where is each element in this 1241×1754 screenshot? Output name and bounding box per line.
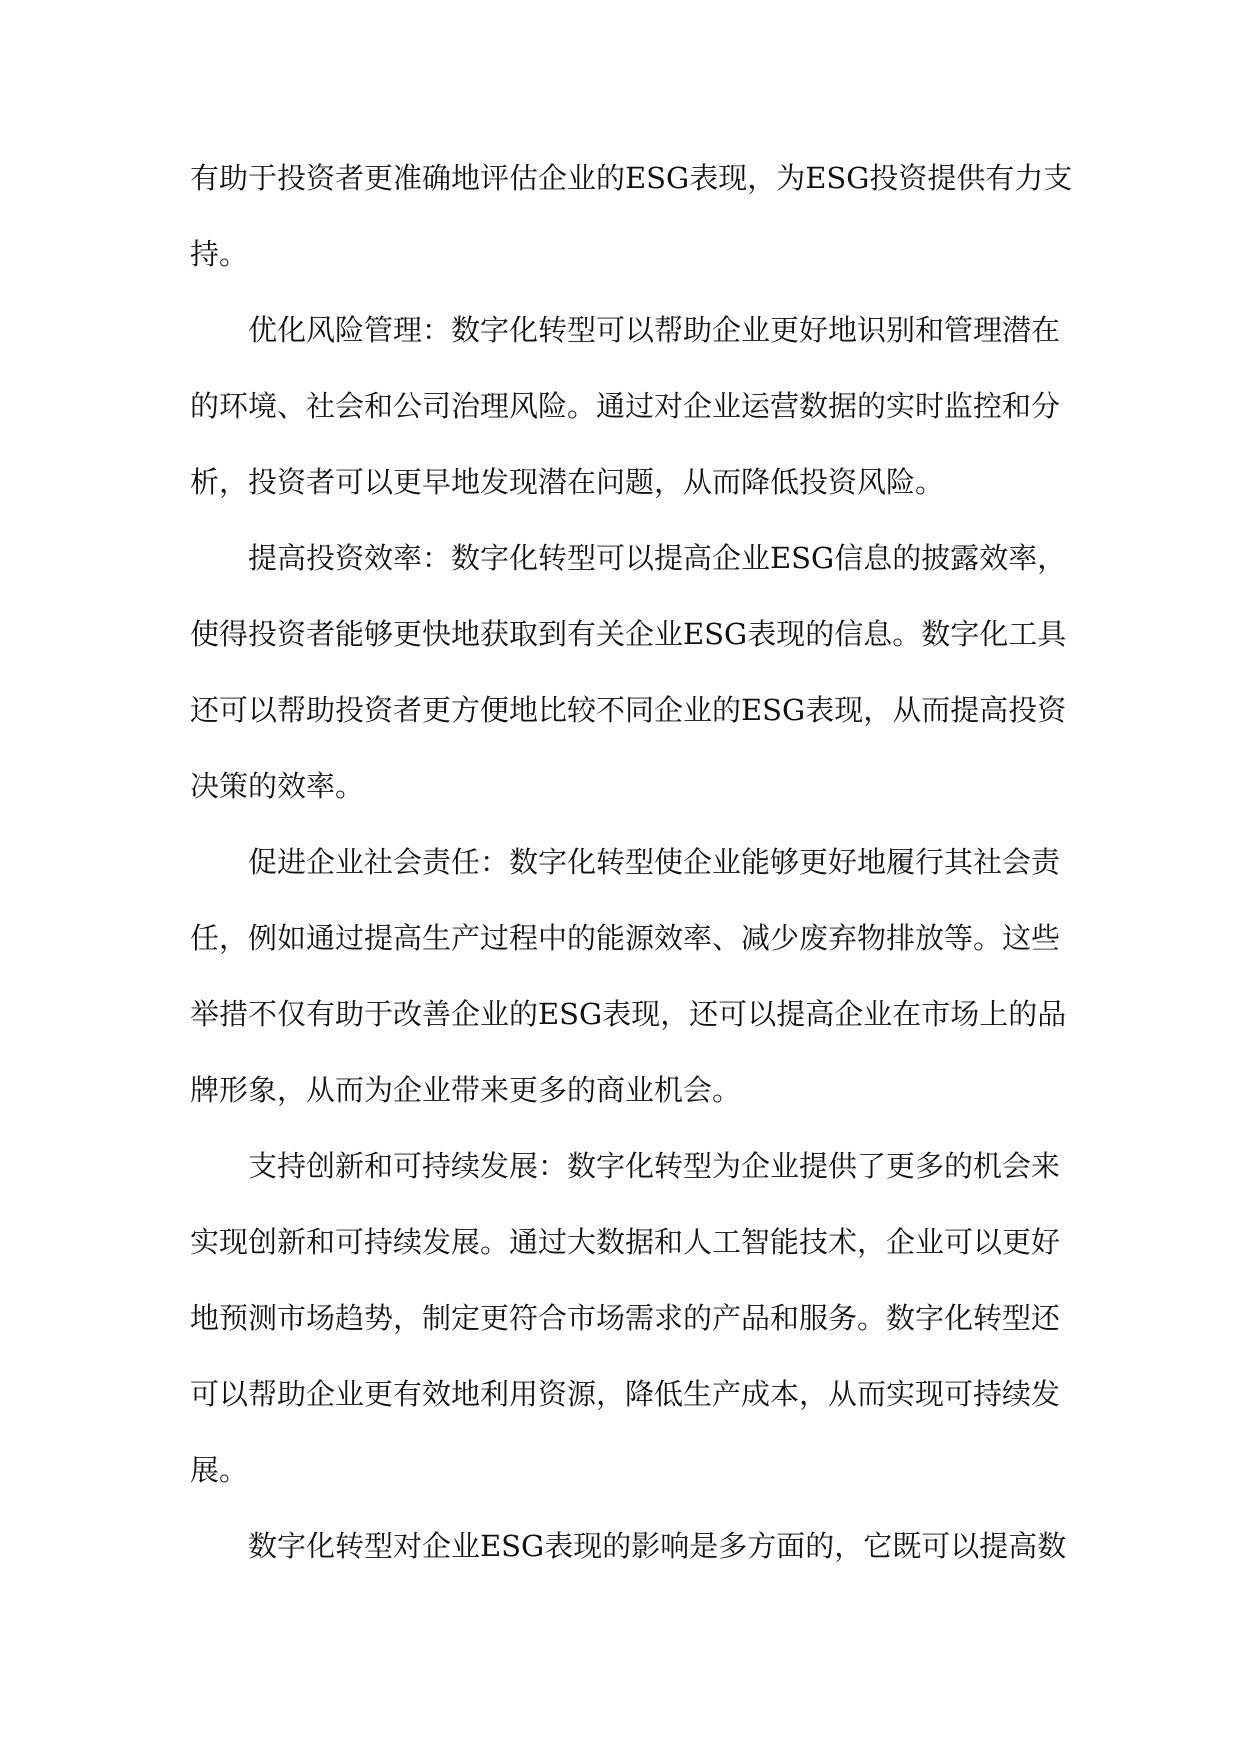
text-line: 决策的效率。 (190, 769, 365, 803)
text-line: 析，投资者可以更早地发现潜在问题，从而降低投资风险。 (190, 465, 945, 499)
text-line: 持。 (190, 237, 249, 271)
text-line: 展。 (190, 1453, 249, 1487)
text-line: 实现创新和可持续发展。通过大数据和人工智能技术，企业可以更好 (190, 1225, 1061, 1259)
text-line: 促进企业社会责任：数字化转型使企业能够更好地履行其社会责 (248, 845, 1061, 879)
body-text (190, 140, 1073, 1584)
text-line: 牌形象，从而为企业带来更多的商业机会。 (190, 1073, 742, 1107)
text-line: 任，例如通过提高生产过程中的能源效率、减少废弃物排放等。这些 (190, 921, 1061, 955)
text-line: 还可以帮助投资者更方便地比较不同企业的ESG表现，从而提高投资 (190, 693, 1067, 727)
text-line: 可以帮助企业更有效地利用资源，降低生产成本，从而实现可持续发 (190, 1377, 1061, 1411)
text-line: 使得投资者能够更快地获取到有关企业ESG表现的信息。数字化工具 (190, 617, 1067, 651)
text-line: 地预测市场趋势，制定更符合市场需求的产品和服务。数字化转型还 (190, 1301, 1061, 1335)
text-line: 举措不仅有助于改善企业的ESG表现，还可以提高企业在市场上的品 (190, 997, 1067, 1031)
text-line: 提高投资效率：数字化转型可以提高企业ESG信息的披露效率， (248, 541, 1067, 575)
text-line: 支持创新和可持续发展：数字化转型为企业提供了更多的机会来 (248, 1149, 1061, 1183)
text-line: 的环境、社会和公司治理风险。通过对企业运营数据的实时监控和分 (190, 389, 1061, 423)
text-line: 数字化转型对企业ESG表现的影响是多方面的，它既可以提高数 (248, 1529, 1067, 1563)
text-line: 有助于投资者更准确地评估企业的ESG表现，为ESG投资提供有力支 (190, 161, 1073, 195)
text-line: 优化风险管理：数字化转型可以帮助企业更好地识别和管理潜在 (248, 313, 1061, 347)
